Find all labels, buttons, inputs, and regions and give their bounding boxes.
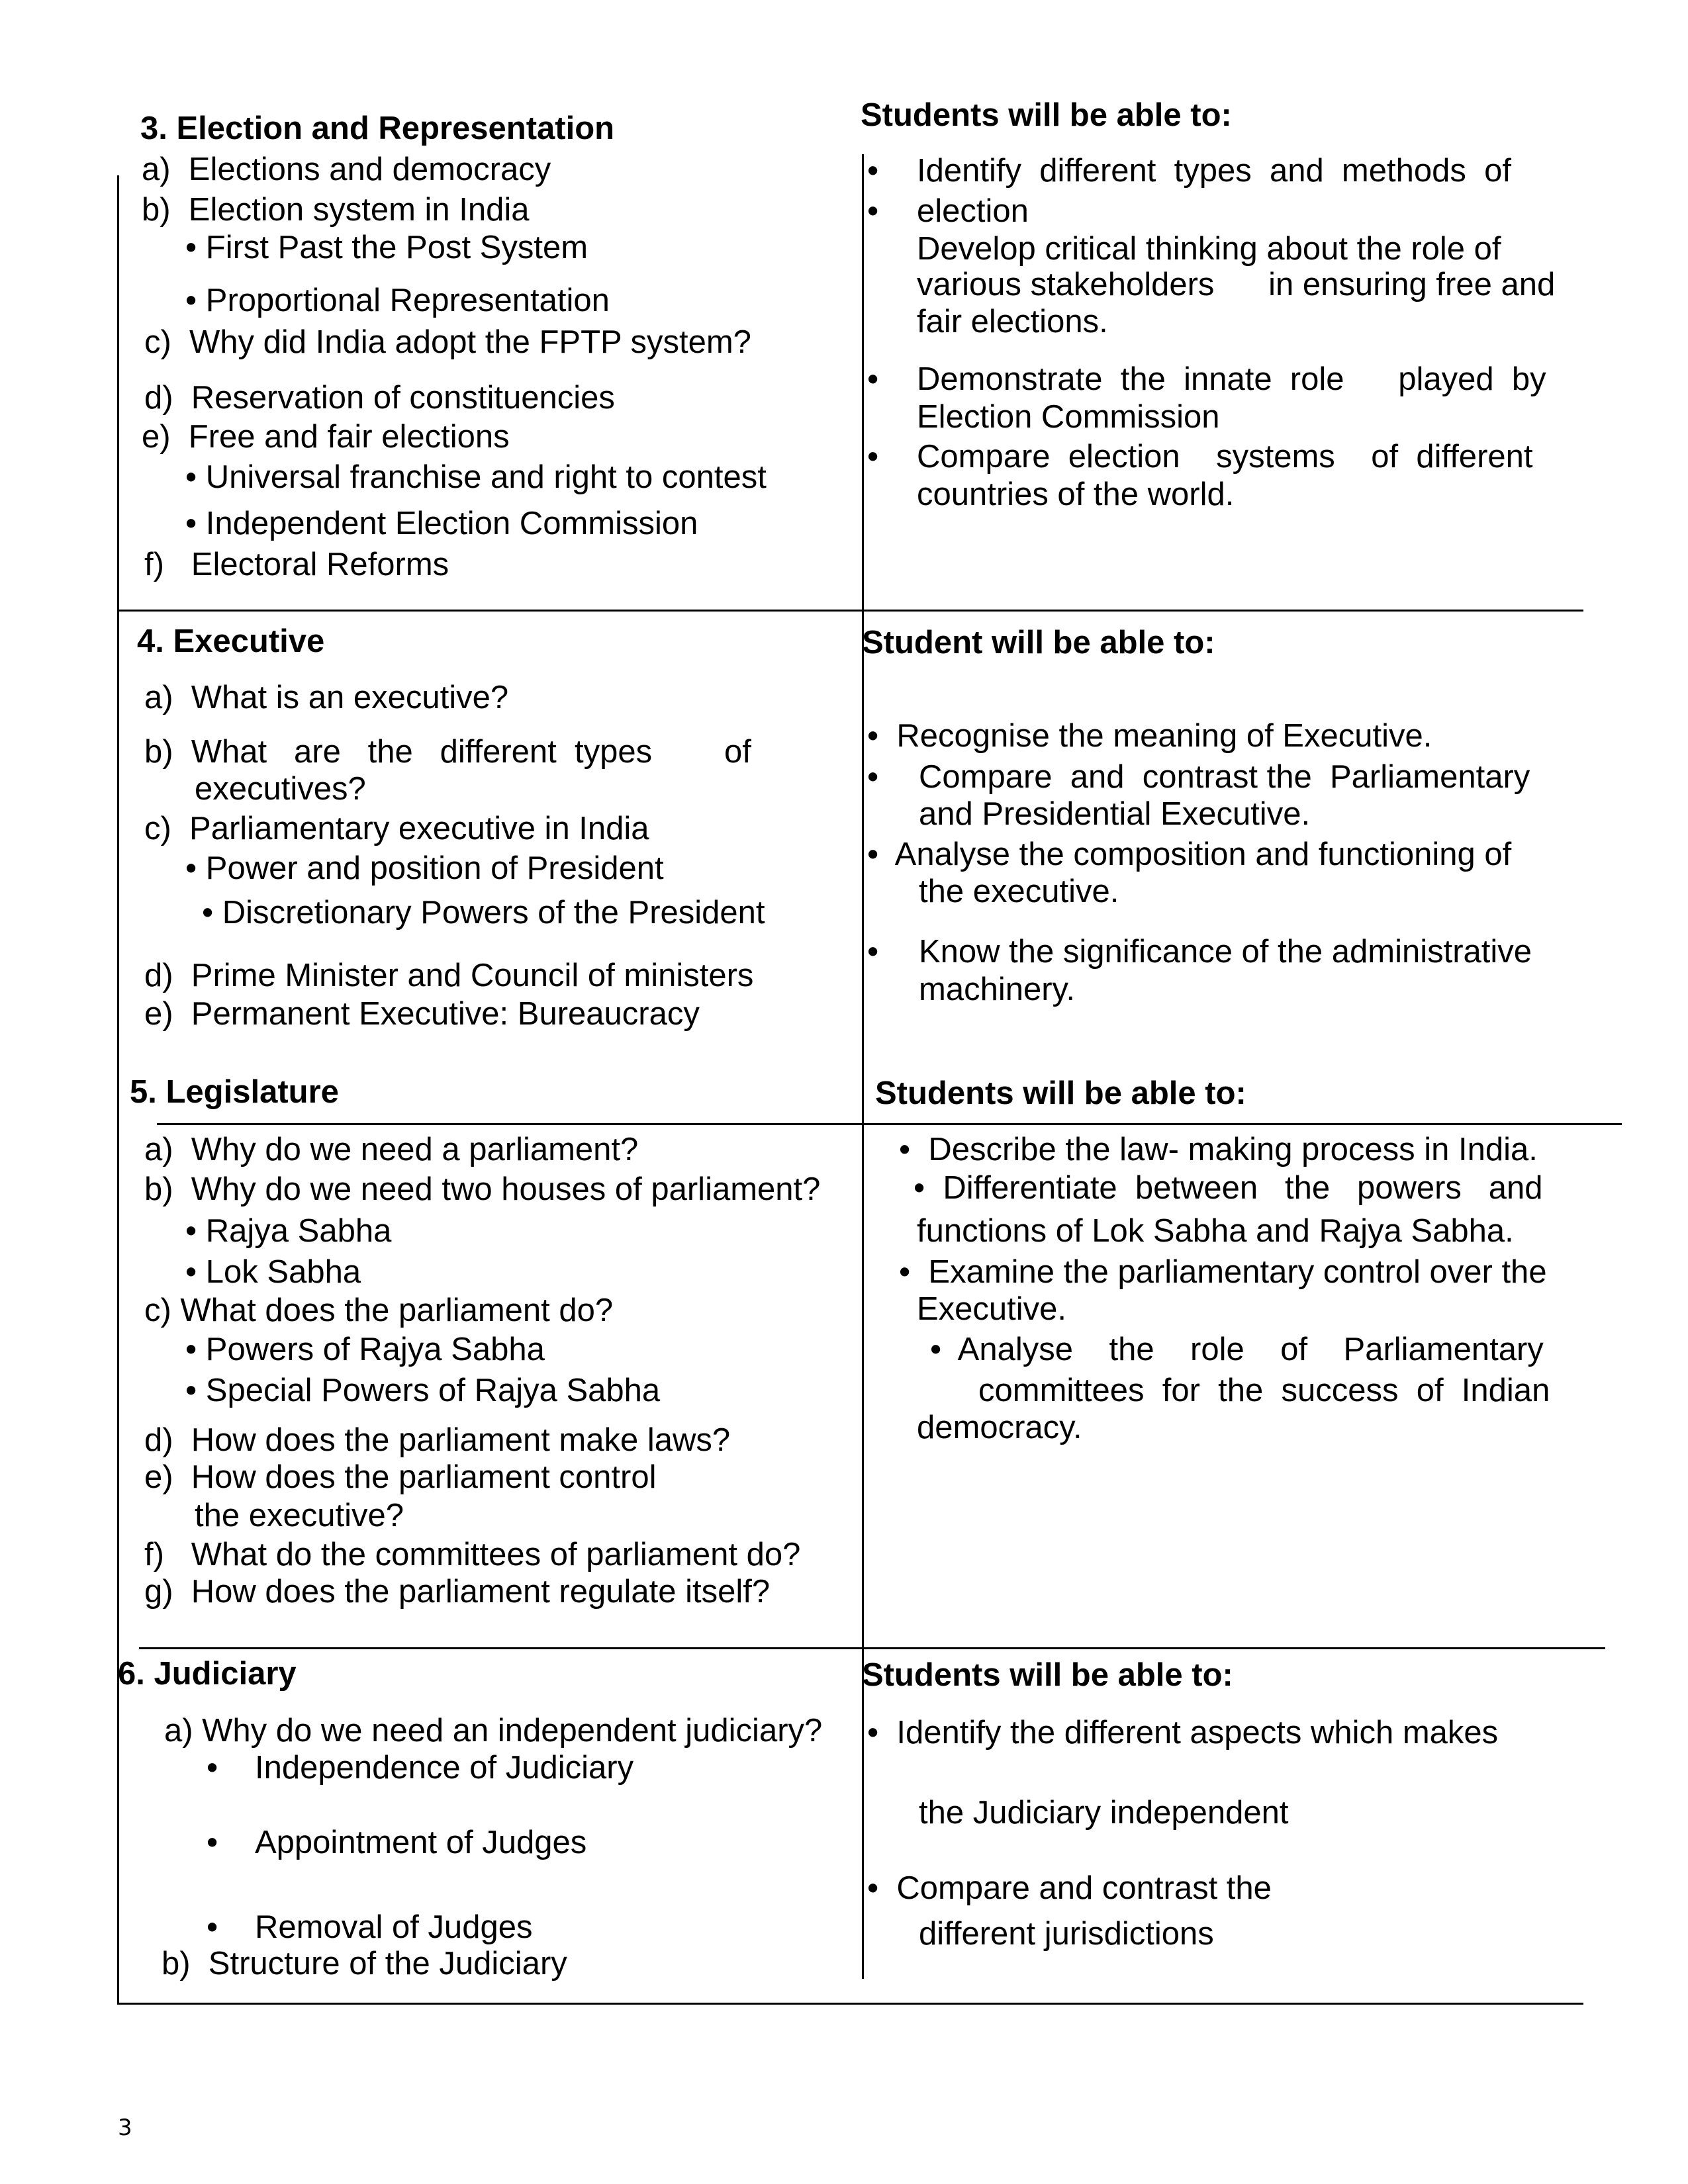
outcome-text: Compare and contrast the Parliamentary [919,759,1530,795]
section-title-legislature: 5. Legislature [130,1074,339,1110]
topic-subitem: • Powers of Rajya Sabha [185,1332,545,1367]
bullet-icon: • [207,1825,218,1860]
outcome-text: • Differentiate between the powers and [914,1170,1543,1206]
outcome-text: different jurisdictions [919,1916,1214,1952]
outcomes-heading: Students will be able to: [875,1075,1246,1111]
topic-subitem: • Proportional Representation [185,283,610,318]
outcome-text: • Analyse the role of Parliamentary [930,1332,1544,1367]
topic-item: g) How does the parliament regulate itself? [144,1574,771,1610]
outcome-text: Election Commission [917,399,1220,435]
outcome-text: Compare election systems of different [917,439,1533,475]
topic-item: b) Why do we need two houses of parliament? [144,1171,821,1207]
outcome-text: and Presidential Executive. [919,796,1311,832]
topic-item: c) What does the parliament do? [144,1293,614,1328]
topic-subitem: • Independent Election Commission [185,506,698,541]
outcome-text: various stakeholders in ensuring free and [917,267,1556,302]
topic-item: c) Why did India adopt the FPTP system? [144,324,751,360]
section-title-election: 3. Election and Representation [140,111,615,146]
outcome-text: Demonstrate the innate role played by [917,361,1546,397]
outcomes-heading: Student will be able to: [862,625,1215,660]
topic-item: a) Elections and democracy [142,152,551,187]
outcome-text: fair elections. [917,304,1108,340]
bullet-icon: • [867,153,879,189]
row-divider-5-6 [139,1647,1605,1649]
topic-subitem: Independence of Judiciary [255,1750,634,1786]
table-left-border [117,175,119,2005]
topic-item: b) Structure of the Judiciary [162,1946,567,1981]
topic-item: d) How does the parliament make laws? [144,1422,731,1458]
row-divider-legislature-heading [157,1123,1622,1125]
topic-subitem: Removal of Judges [255,1909,533,1945]
page-number: 3 [118,2115,132,2141]
outcome-text: functions of Lok Sabha and Rajya Sabha. [917,1213,1514,1249]
section-title-executive: 4. Executive [137,623,325,659]
bullet-icon: • [867,193,879,229]
topic-subitem: • Rajya Sabha [185,1213,392,1249]
section-title-judiciary: 6. Judiciary [118,1656,297,1692]
topic-subitem: • Power and position of President [185,850,664,886]
topic-item: b) What are the different types of [144,734,751,770]
topic-item: a) Why do we need an independent judiciary? [164,1713,823,1749]
topic-item: d) Reservation of constituencies [144,380,615,416]
outcome-text: countries of the world. [917,477,1235,512]
topic-item: b) Election system in India [142,192,530,228]
column-divider [862,154,864,1979]
bullet-icon: • [867,361,879,397]
bullet-icon: • [207,1750,218,1786]
outcome-text: Know the significance of the administrative [919,934,1532,970]
outcome-text: • Describe the law- making process in India. [899,1132,1538,1167]
topic-item: a) Why do we need a parliament? [144,1132,639,1167]
topic-subitem: • Lok Sabha [185,1254,361,1290]
topic-subitem: • First Past the Post System [185,230,588,265]
topic-subitem: • Discretionary Powers of the President [202,895,765,931]
topic-item: c) Parliamentary executive in India [144,811,649,846]
topic-item: executives? [195,771,366,807]
row-divider-3-4 [117,610,1583,612]
outcome-text: Identify different types and methods of [917,153,1511,189]
outcome-text: Executive. [917,1291,1067,1327]
bullet-icon: • [867,439,879,475]
topic-item: e) Free and fair elections [142,419,510,455]
topic-subitem: Appointment of Judges [255,1825,587,1860]
outcome-text: machinery. [919,972,1076,1007]
outcome-text: democracy. [917,1410,1082,1445]
topic-item: f) Electoral Reforms [144,547,449,582]
topic-subitem: • Special Powers of Rajya Sabha [185,1373,661,1408]
bullet-icon: • [867,934,879,970]
outcome-text: committees for the success of Indian [978,1373,1550,1408]
outcome-text: the Judiciary independent [919,1795,1289,1831]
outcomes-heading: Students will be able to: [862,1657,1233,1693]
outcomes-heading: Students will be able to: [861,97,1232,133]
topic-item: a) What is an executive? [144,680,509,715]
bullet-icon: • [207,1909,218,1945]
outcome-text: • Identify the different aspects which makes [867,1715,1499,1751]
outcome-text: • Examine the parliamentary control over the [899,1254,1547,1290]
topic-item: the executive? [195,1498,404,1533]
topic-item: e) How does the parliament control [144,1459,657,1495]
outcome-text: election [917,193,1029,229]
topic-item: e) Permanent Executive: Bureaucracy [144,996,700,1032]
outcome-text: • Compare and contrast the [867,1870,1272,1906]
topic-subitem: • Universal franchise and right to contest [185,459,767,495]
outcome-text: • Recognise the meaning of Executive. [867,718,1432,754]
outcome-text: Develop critical thinking about the role of [917,231,1501,267]
bullet-icon: • [867,759,879,795]
topic-item: d) Prime Minister and Council of ministers [144,958,754,993]
table-bottom-border [117,2003,1583,2005]
topic-item: f) What do the committees of parliament do? [144,1537,801,1572]
outcome-text: • Analyse the composition and functioning of [867,837,1512,872]
outcome-text: the executive. [919,874,1119,909]
